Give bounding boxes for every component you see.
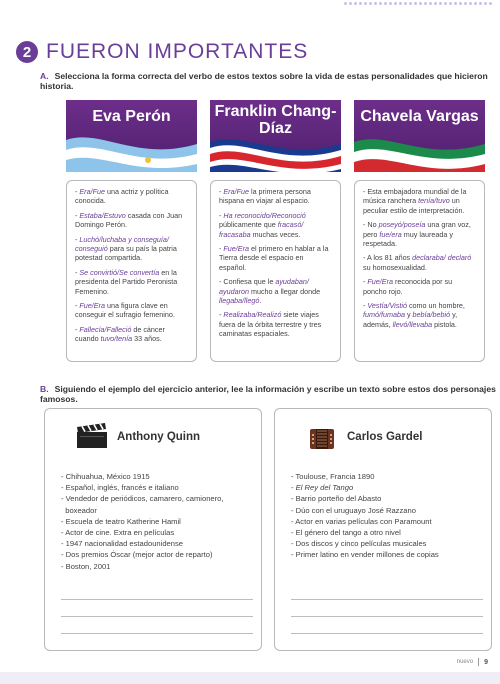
card-banner xyxy=(354,100,485,172)
writing-line[interactable] xyxy=(61,633,253,634)
item-text: reconocida por su poncho rojo. xyxy=(363,277,453,296)
verb-choice[interactable]: Vestía/Vistió xyxy=(367,301,407,311)
decorative-dots xyxy=(344,0,494,10)
item-text: pistola. xyxy=(432,319,457,329)
card-chavela-vargas xyxy=(354,100,485,362)
writing-line[interactable] xyxy=(291,616,483,617)
verb-choice[interactable]: tenía/tuvo xyxy=(418,196,450,206)
fact-item: - Barrio porteño del Abasto xyxy=(291,494,382,504)
person-name: Anthony Quinn xyxy=(117,431,201,443)
verb-choice[interactable]: Fue/Era xyxy=(79,301,105,311)
item-text: su homosexualidad. xyxy=(363,262,427,272)
verb-choice[interactable]: Era/Fue xyxy=(223,187,249,196)
decorative-dot xyxy=(384,2,387,5)
verb-choice[interactable]: ayudaban/ ayudaron xyxy=(219,277,309,296)
decorative-dot xyxy=(459,2,462,5)
writing-line[interactable] xyxy=(61,599,253,600)
fact-item: - Dúo con el uruguayo José Razzano xyxy=(291,505,416,515)
verb-choice[interactable]: tuvo/tenía xyxy=(100,334,133,344)
card-item xyxy=(363,301,476,329)
bandoneon-icon xyxy=(307,423,337,453)
verb-choice[interactable]: Fallecía/Falleció xyxy=(79,324,132,334)
item-text: y xyxy=(404,310,413,320)
fact-item: - Actor de cine. Extra en películas xyxy=(61,528,175,538)
fact-item: - Español, inglés, francés e italiano xyxy=(61,483,179,493)
verb-choice[interactable]: llegaba/llegó xyxy=(219,296,260,306)
person-box-anthony-quinn xyxy=(44,408,262,651)
verb-choice[interactable]: llevó/llevaba xyxy=(392,319,433,329)
decorative-dot xyxy=(414,2,417,5)
item-text: Confiesa que le xyxy=(223,277,276,287)
decorative-dot xyxy=(369,2,372,5)
decorative-dot xyxy=(374,2,377,5)
item-text: siete viajes fuera de la órbita terrestre y tres caminatas espaciales. xyxy=(219,310,322,339)
verb-choice[interactable]: fue/era xyxy=(379,229,402,239)
writing-line[interactable] xyxy=(61,616,253,617)
verb-choice[interactable]: Fue/Era xyxy=(367,277,393,287)
decorative-dot xyxy=(354,2,357,5)
decorative-dot xyxy=(439,2,442,5)
decorative-dot xyxy=(419,2,422,5)
page-footer xyxy=(457,658,488,666)
decorative-dot xyxy=(424,2,427,5)
fact-item: - El género del tango a otro nivel xyxy=(291,528,401,538)
bullet-dash: - xyxy=(75,267,80,277)
card-item xyxy=(75,211,188,230)
section-number-badge: 2 xyxy=(16,41,38,63)
decorative-dot xyxy=(404,2,407,5)
person-name: Carlos Gardel xyxy=(347,431,423,443)
instruction-a-letter: A. xyxy=(40,71,49,81)
decorative-dot xyxy=(409,2,412,5)
card-name: Franklin Chang-Díaz xyxy=(214,103,337,137)
item-text: muy laureada y respetada. xyxy=(363,229,453,249)
bullet-dash: - xyxy=(75,324,80,334)
item-text: una gran voz, pero xyxy=(363,220,471,239)
decorative-dot xyxy=(449,2,452,5)
fact-item: - Chihuahua, México 1915 xyxy=(61,472,150,481)
personality-cards xyxy=(66,100,486,362)
item-text: 33 años. xyxy=(132,334,162,344)
decorative-dot xyxy=(469,2,472,5)
fact-list xyxy=(291,471,483,561)
bullet-dash: - xyxy=(75,187,80,196)
instruction-b xyxy=(40,384,500,404)
card-item xyxy=(75,235,188,263)
writing-boxes xyxy=(44,408,492,651)
card-item xyxy=(75,268,188,296)
item-text: de cáncer cuando xyxy=(75,324,165,344)
section-title: FUERON IMPORTANTES xyxy=(46,40,309,63)
instruction-a-text: Selecciona la forma correcta del verbo de estos textos sobre la vida de estas personalidades que hicieron historia. xyxy=(40,71,488,91)
card-item xyxy=(363,253,476,272)
card-name: Eva Perón xyxy=(92,108,171,125)
instruction-a xyxy=(40,71,500,91)
bullet-dash: - xyxy=(219,310,224,320)
person-header xyxy=(275,409,491,461)
card-franklin-chang-diaz xyxy=(210,100,341,362)
item-text: No xyxy=(367,220,379,230)
verb-choice[interactable]: Fue/Era xyxy=(223,244,249,254)
card-item xyxy=(219,187,332,206)
item-text: públicamente que xyxy=(219,220,278,230)
decorative-dot xyxy=(444,2,447,5)
verb-choice[interactable]: Luchó/luchaba y conseguía/ conseguió xyxy=(75,234,169,254)
fact-item: - Escuela de teatro Katherine Hamil xyxy=(61,516,181,526)
person-header xyxy=(45,409,261,461)
decorative-dot xyxy=(464,2,467,5)
item-text: un peculiar estilo de interpretación. xyxy=(363,196,465,215)
fact-item: - Boston, 2001 xyxy=(61,561,111,571)
bullet-dash: - xyxy=(75,301,80,311)
decorative-dot xyxy=(379,2,382,5)
decorative-dot xyxy=(474,2,477,5)
card-item xyxy=(219,244,332,272)
card-name: Chavela Vargas xyxy=(360,108,479,125)
verb-choice[interactable]: Era/Fue xyxy=(79,187,105,196)
card-body xyxy=(354,180,485,362)
item-text: y, además, xyxy=(363,310,458,329)
bullet-dash: - xyxy=(75,210,80,220)
verb-choice[interactable]: fracasó/ fracasaba xyxy=(219,220,304,239)
item-text: A los 81 años xyxy=(367,253,413,263)
writing-lines xyxy=(291,599,483,650)
bullet-dash: - xyxy=(219,244,224,254)
footer-brand: nuevo xyxy=(456,659,474,665)
clapperboard-icon xyxy=(75,423,109,449)
decorative-dot xyxy=(484,2,487,5)
instruction-b-letter: B. xyxy=(40,384,49,394)
page-number: 9 xyxy=(484,658,488,666)
bullet-dash: - xyxy=(363,187,368,196)
writing-line[interactable] xyxy=(291,599,483,600)
bullet-dash: - xyxy=(75,234,80,244)
verb-choice[interactable]: Ha reconocido/Reconoció xyxy=(223,210,306,220)
card-body xyxy=(66,180,197,362)
decorative-dot xyxy=(344,2,347,5)
item-text: casada con Juan Domingo Perón. xyxy=(75,210,183,230)
decorative-dot xyxy=(489,2,492,5)
fact-item: - Vendedor de periódicos, camarero, camionero, xyxy=(61,494,224,504)
decorative-dot xyxy=(399,2,402,5)
decorative-dot xyxy=(479,2,482,5)
verb-choice[interactable]: Realizaba/Realizó xyxy=(223,310,282,320)
decorative-dot xyxy=(364,2,367,5)
bullet-dash: - xyxy=(219,210,224,220)
person-box-carlos-gardel xyxy=(274,408,492,651)
fact-nickname: El Rey del Tango xyxy=(295,483,354,493)
card-eva-peron xyxy=(66,100,197,362)
bullet-dash: - xyxy=(219,187,224,196)
verb-choice[interactable]: poseyó/poseía xyxy=(378,220,426,230)
fact-item: - Primer latino en vender millones de copias xyxy=(291,550,439,560)
decorative-dot xyxy=(434,2,437,5)
instruction-b-text: Siguiendo el ejemplo del ejercicio anterior, lee la información y escribe un texto sobre estos dos personajes famosos. xyxy=(40,384,496,404)
verb-choice[interactable]: fumó/fumaba xyxy=(363,310,405,320)
card-item xyxy=(219,277,332,305)
bullet-dash: - xyxy=(363,220,368,230)
bullet-dash: - xyxy=(363,301,368,311)
card-banner xyxy=(66,100,197,172)
item-text: una figura clave en conseguir el sufragio femenino. xyxy=(75,301,175,320)
bullet-dash: - xyxy=(363,253,367,263)
card-item xyxy=(363,220,476,248)
card-item xyxy=(75,325,188,344)
item-text: Esta embajadora mundial de la música ranchera xyxy=(363,187,467,206)
item-text: el primero en hablar a la Tierra desde el espacio en español. xyxy=(219,244,329,272)
decorative-dot xyxy=(389,2,392,5)
item-text: una actriz y política conocida. xyxy=(75,187,169,206)
fact-item: - 1947 nacionalidad estadounidense xyxy=(61,539,184,549)
fact-item: - El Rey del Tango xyxy=(291,483,354,493)
card-item xyxy=(219,211,332,239)
item-text: mucho a llegar donde xyxy=(248,286,321,296)
decorative-dot xyxy=(454,2,457,5)
verb-choice[interactable]: Se convirtió/Se convertía xyxy=(79,267,160,277)
fact-item: - Toulouse, Francia 1890 xyxy=(291,472,375,481)
fact-item: boxeador xyxy=(61,505,97,515)
decorative-dot xyxy=(349,2,352,5)
fact-list xyxy=(61,471,253,572)
fact-item: - Dos premios Óscar (mejor actor de reparto) xyxy=(61,550,213,560)
item-text: . xyxy=(259,296,262,306)
verb-choice[interactable]: declaraba/ declaró xyxy=(412,253,472,263)
bullet-dash: - xyxy=(363,277,368,287)
writing-lines xyxy=(61,599,253,650)
fact-item: - Dos discos y cinco películas musicales xyxy=(291,539,427,549)
card-item xyxy=(75,187,188,206)
decorative-dot xyxy=(359,2,362,5)
bottom-band xyxy=(0,672,500,684)
item-text: la primera persona hispana en viajar al espacio. xyxy=(219,187,311,206)
writing-line[interactable] xyxy=(291,633,483,634)
verb-choice[interactable]: bebía/bebió xyxy=(412,310,451,320)
card-item xyxy=(219,310,332,338)
card-banner xyxy=(210,100,341,172)
decorative-dot xyxy=(394,2,397,5)
fact-item: - Actor en varias películas con Paramount xyxy=(291,516,432,526)
item-text: en la presidenta del Partido Peronista Femenino. xyxy=(75,267,178,296)
item-text: muchas veces. xyxy=(250,229,301,239)
card-item xyxy=(75,301,188,320)
bullet-dash: - xyxy=(219,277,224,287)
card-item xyxy=(363,277,476,296)
card-body xyxy=(210,180,341,362)
section-header xyxy=(16,40,308,64)
item-text: para su país la patria potestad compartida. xyxy=(75,244,177,263)
verb-choice[interactable]: Estaba/Estuvo xyxy=(79,210,126,220)
item-text: como un hombre, xyxy=(406,301,465,311)
decorative-dot xyxy=(429,2,432,5)
footer-separator xyxy=(478,658,479,666)
card-item xyxy=(363,187,476,215)
